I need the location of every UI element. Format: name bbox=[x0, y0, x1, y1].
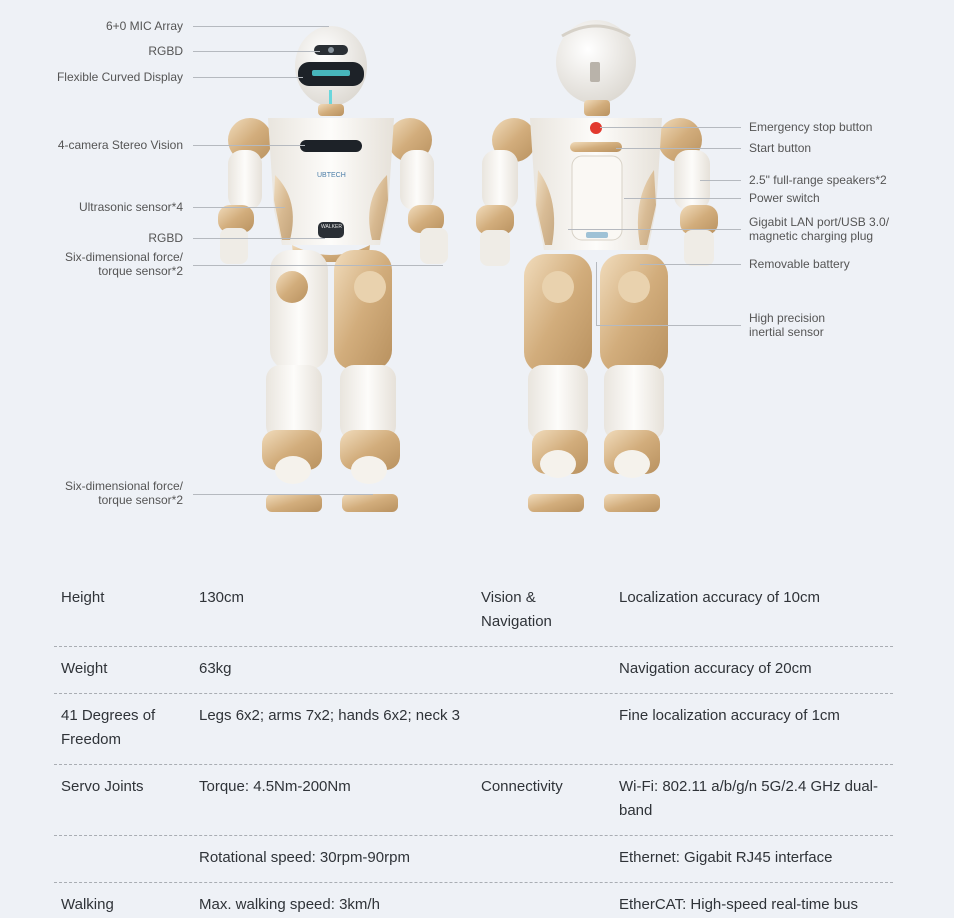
spec-value: 130cm bbox=[199, 589, 245, 606]
leader-line bbox=[193, 77, 303, 78]
spec-label: Walking bbox=[61, 896, 114, 913]
spec-label: Connectivity bbox=[481, 778, 563, 795]
callout-torque-ankle-text: Six-dimensional force/ torque sensor*2 bbox=[64, 479, 183, 507]
callout-rgbd-head: RGBD bbox=[148, 44, 183, 58]
leader-line bbox=[193, 265, 443, 266]
leader-line bbox=[596, 262, 597, 326]
spec-label: Weight bbox=[61, 660, 108, 677]
spec-value: EtherCAT: High-speed real-time bus bbox=[619, 896, 858, 913]
leader-line bbox=[193, 238, 325, 239]
callout-speakers: 2.5" full-range speakers*2 bbox=[749, 173, 887, 187]
callout-curved-display: Flexible Curved Display bbox=[56, 70, 183, 84]
spec-label: Servo Joints bbox=[61, 778, 144, 795]
spec-label bbox=[474, 846, 612, 870]
callout-battery: Removable battery bbox=[749, 257, 850, 271]
table-row bbox=[54, 836, 893, 883]
leader-line bbox=[640, 264, 741, 265]
callout-start-button: Start button bbox=[749, 141, 812, 155]
leader-line bbox=[600, 127, 741, 128]
callout-imu bbox=[749, 311, 825, 339]
callout-emergency-stop: Emergency stop button bbox=[749, 120, 873, 134]
leader-line bbox=[596, 325, 741, 326]
table-row bbox=[54, 576, 893, 647]
leader-line bbox=[193, 145, 305, 146]
spec-label bbox=[474, 704, 612, 752]
leader-line bbox=[624, 198, 741, 199]
callout-rgbd-body: RGBD bbox=[148, 231, 183, 245]
table-row bbox=[54, 647, 893, 694]
back-head bbox=[556, 20, 636, 116]
leader-line bbox=[616, 148, 741, 149]
spec-value: 63kg bbox=[199, 660, 232, 677]
spec-label bbox=[54, 846, 192, 870]
robot-model-label: WALKER bbox=[321, 224, 342, 230]
callout-lan-usb bbox=[749, 215, 889, 243]
spec-table bbox=[54, 576, 893, 918]
spec-value: Fine localization accuracy of 1cm bbox=[619, 707, 840, 724]
callout-torque-wrist bbox=[65, 250, 183, 278]
callout-torque-wrist-text: Six-dimensional force/ torque sensor*2 bbox=[64, 250, 183, 278]
callout-torque-ankle bbox=[65, 479, 183, 507]
callout-mic-array: 6+0 MIC Array bbox=[105, 19, 183, 33]
leader-line bbox=[193, 51, 320, 52]
leader-line bbox=[700, 180, 741, 181]
spec-value: Rotational speed: 30rpm-90rpm bbox=[199, 849, 410, 866]
robot-brand-label: UBTECH bbox=[317, 172, 346, 179]
callout-power-switch: Power switch bbox=[749, 191, 820, 205]
spec-value: Localization accuracy of 10cm bbox=[619, 589, 820, 606]
table-row bbox=[54, 765, 893, 836]
table-row bbox=[54, 883, 893, 918]
callout-stereo-vision: 4-camera Stereo Vision bbox=[57, 138, 183, 152]
table-row bbox=[54, 694, 893, 765]
spec-label: Height bbox=[61, 589, 105, 606]
front-legs bbox=[262, 250, 400, 512]
spec-label: 41 Degrees of Freedom bbox=[61, 707, 156, 748]
spec-label: Vision & Navigation bbox=[481, 589, 552, 630]
spec-value: Torque: 4.5Nm-200Nm bbox=[199, 778, 351, 795]
callout-imu-text: High precision inertial sensor bbox=[749, 311, 826, 339]
spec-label bbox=[474, 893, 612, 917]
front-head bbox=[295, 26, 367, 116]
spec-value: Navigation accuracy of 20cm bbox=[619, 660, 812, 677]
leader-line bbox=[193, 26, 329, 27]
leader-line bbox=[193, 207, 285, 208]
leader-line bbox=[568, 229, 741, 230]
spec-value: Legs 6x2; arms 7x2; hands 6x2; neck 3 bbox=[199, 707, 460, 724]
front-torso bbox=[268, 118, 394, 262]
callout-lan-usb-text: Gigabit LAN port/USB 3.0/ magnetic charging plug bbox=[749, 215, 890, 243]
spec-value: Max. walking speed: 3km/h bbox=[199, 896, 380, 913]
spec-value: Ethernet: Gigabit RJ45 interface bbox=[619, 849, 833, 866]
callout-ultrasonic: Ultrasonic sensor*4 bbox=[78, 200, 183, 214]
spec-label bbox=[474, 657, 612, 681]
spec-value: Wi-Fi: 802.11 a/b/g/n 5G/2.4 GHz dual- band bbox=[619, 778, 879, 819]
leader-line bbox=[193, 494, 373, 495]
back-torso bbox=[530, 118, 662, 250]
